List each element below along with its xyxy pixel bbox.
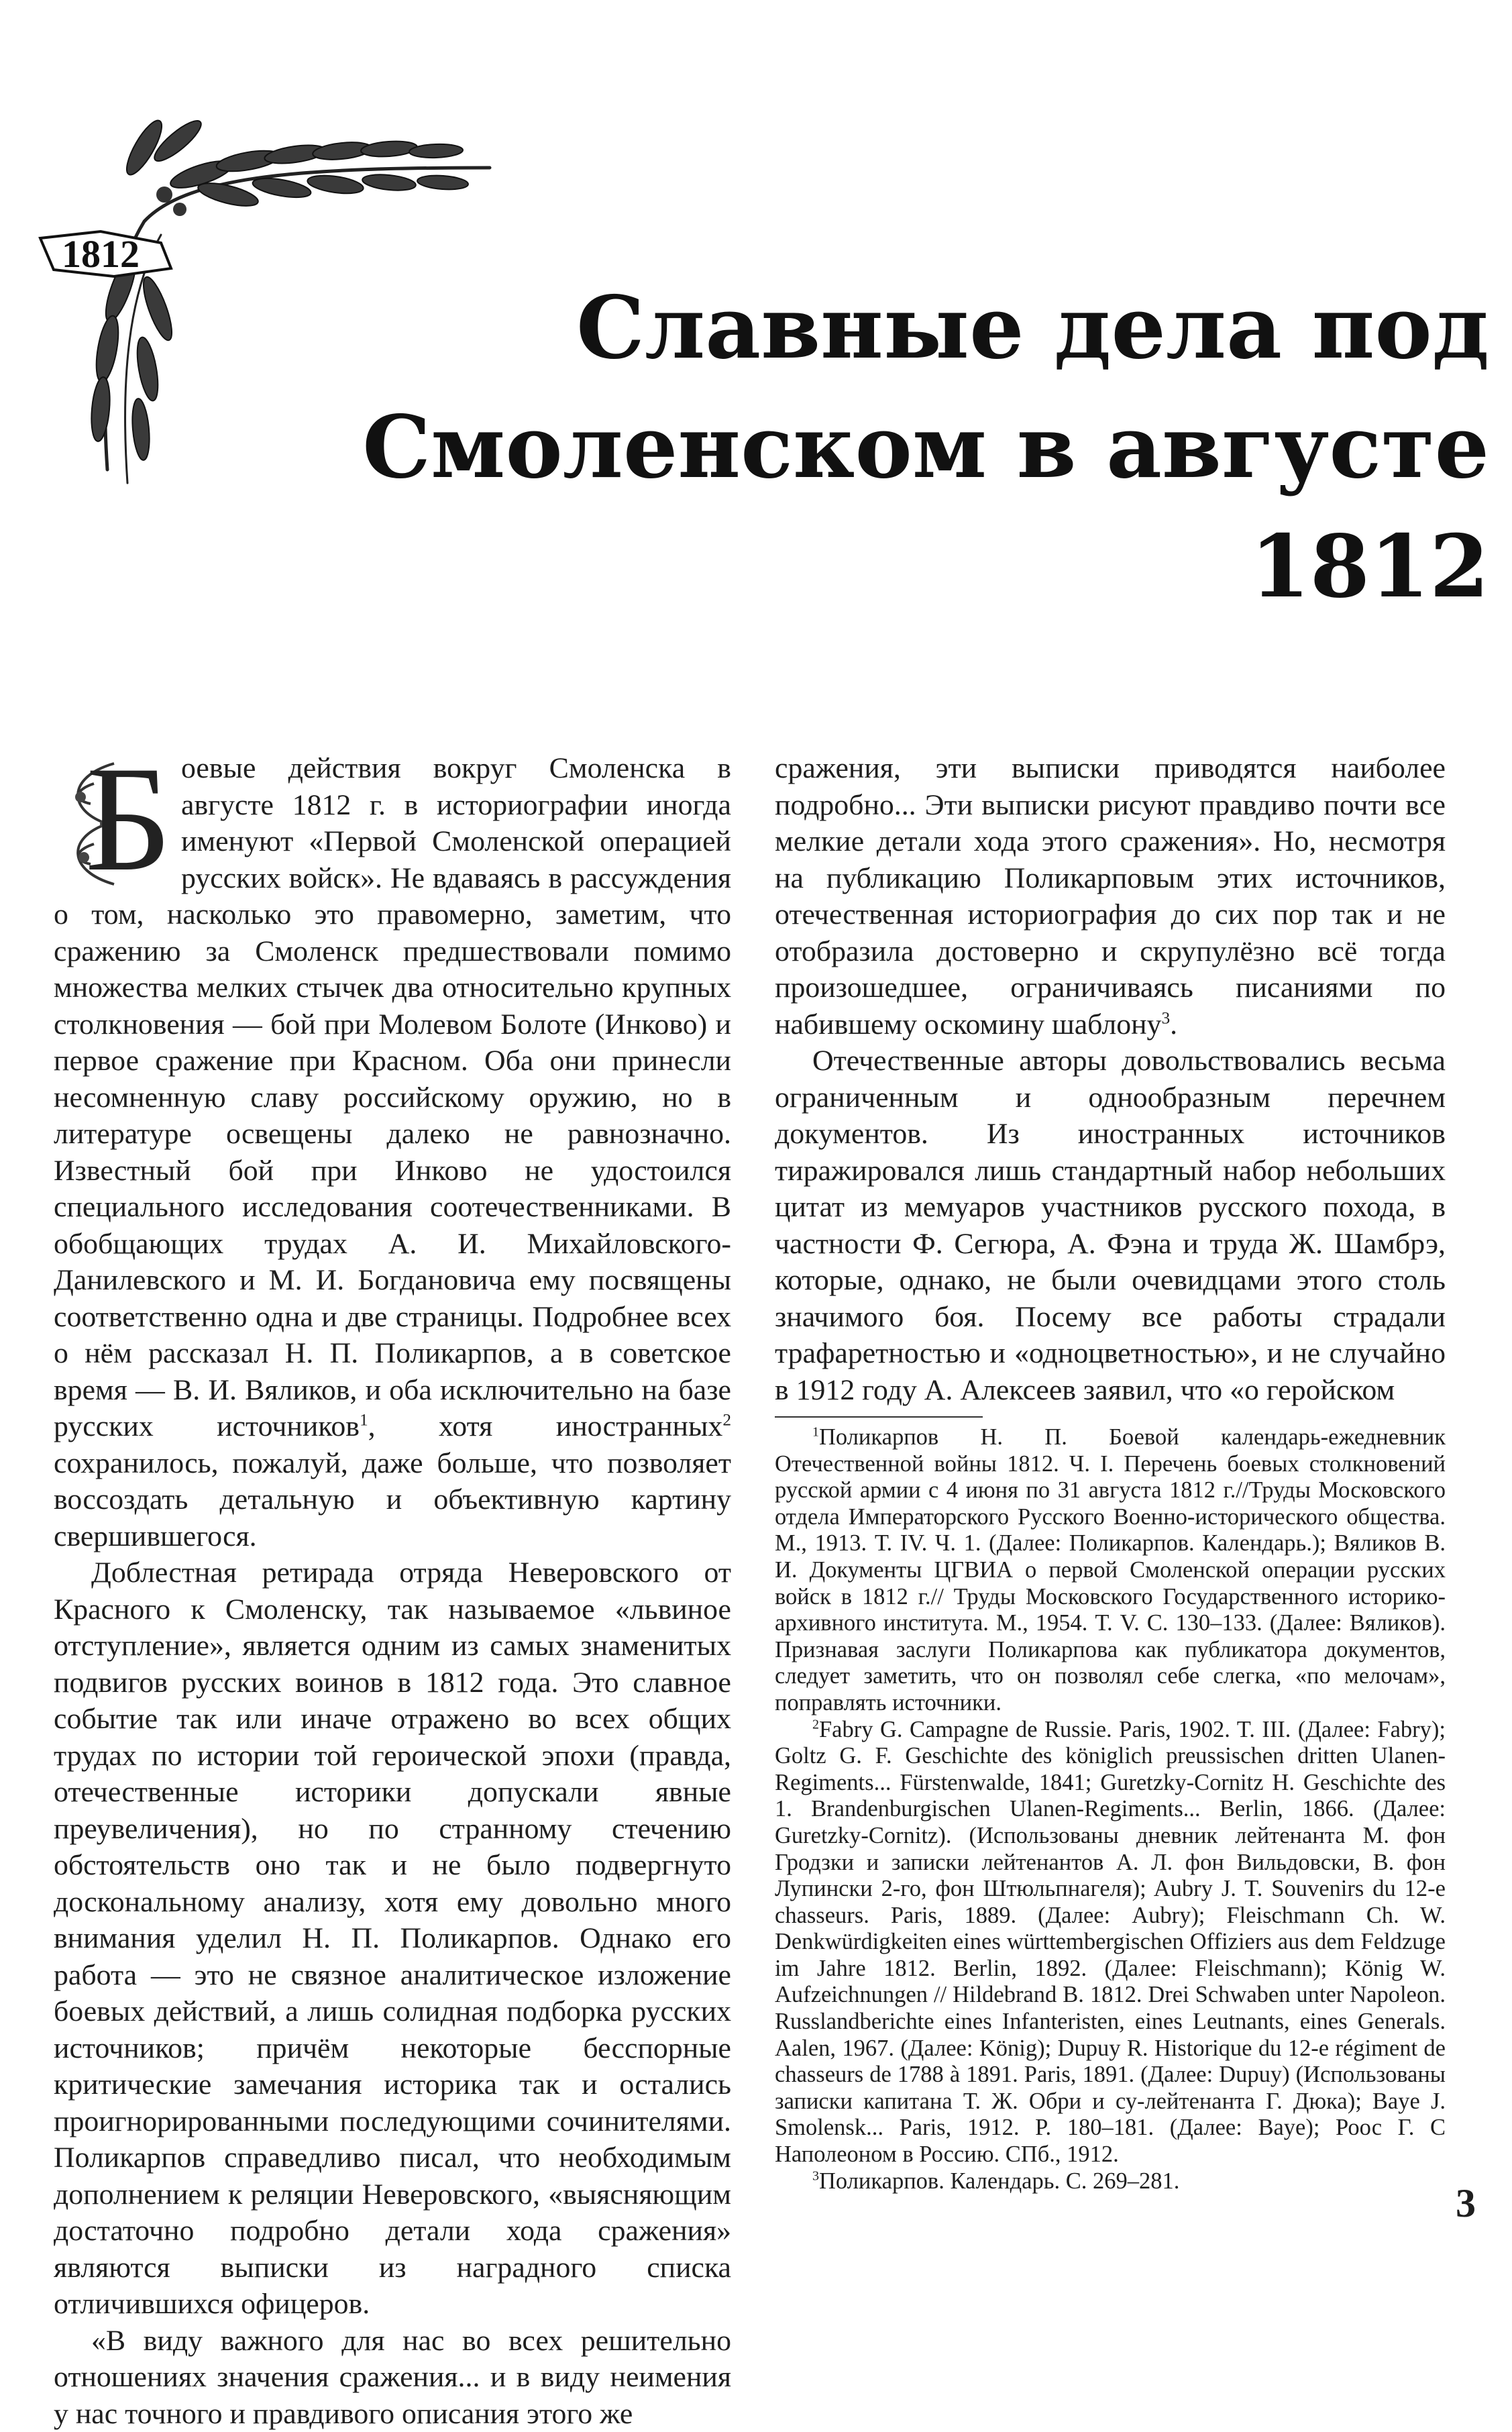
left-column bbox=[54, 750, 731, 2432]
footnote-3: $^3$Поликарпов. Календарь. С. 269–281. bbox=[775, 2168, 1446, 2195]
page-title bbox=[288, 268, 1489, 627]
title-line-2: Смоленском в августе 1812 bbox=[362, 397, 1489, 617]
footnote-divider bbox=[775, 1416, 983, 1418]
paragraph-4: сражения, эти выписки приводятся наиболее подробно... Эти выписки рисуют правдиво почти все мелкие детали хода этого сражения». Но, несмотря на публикацию Поликарповым этих источников, отечественная историография до сих пор так и не отобразила достоверно и скрупулёзно всё тогда произошедшее, ограничиваясь писаниями по набившему оскомину шаблону$^3$. bbox=[775, 750, 1446, 1043]
paragraph-1: оевые действия вокруг Смоленска в августе 1812 г. в историографии иногда именуют «Первой Смоленской операцией русских войск». Не вдаваясь в рассуждения о том, насколько это правомерно, заметим, что сражению за Смоленск предшествовали помимо множества мелких стычек два относительно крупных столкновения — бой при Молевом Болоте (Инково) и первое сражение при Красном. Оба они принесли несомненную славу российскому оружию, но в литературе освещены далеко не равнозначно. Известный бой при Инково не удостоился специального исследования соотечественниками. В обобщающих трудах А. И. Михайловского-Данилевского и М. И. Богдановича ему посвящены соответственно одна и две страницы. Подробнее всех о нём рассказал Н. П. Поликарпов, а в советское время — В. И. Вяликов, и оба исключительно на базе русских источников$^1$, хотя иностранных$^2$ сохранилось, пожалуй, даже больше, что позволяет воссоздать детальную и объективную картину свершившегося. bbox=[54, 750, 731, 1554]
page-number: 3 bbox=[1456, 2180, 1476, 2227]
drop-cap-letter: Б bbox=[85, 743, 172, 894]
paragraph-2: Доблестная ретирада отряда Неверовского от Красного к Смоленску, так называемое «львиное отступление», является одним из самых знаменитых подвигов русских воинов в 1812 года. Это славное событие так или иначе отражено во всех общих трудах по истории той героической эпохи (правда, отечественные историки допускали явные преувеличения), но по странному стечению обстоятельств оно так и не было подвергнуто доскональному анализу, хотя ему довольно много внимания уделил Н. П. Поликарпов. Однако его работа — это не связное аналитическое изложение боевых действий, а лишь солидная подборка русских источников; причём некоторые бесспорные критические замечания историка так и остались проигнорированными последующими сочинителями. Поликарпов справедливо писал, что необходимым дополнением к реляции Неверовского, «выясняющим достаточно подробно детали хода сражения» являются выписки из наградного списка отличившихся офицеров. bbox=[54, 1554, 731, 2323]
footnote-1: $^1$Поликарпов Н. П. Боевой календарь-ежедневник Отечественной войны 1812. Ч. I. Перечень боевых столкновений русской армии с 4 июня по 31 августа 1812 г.//Труды Московского отдела Императорского Русского Военно-исторического общества. М., 1913. Т. IV. Ч. 1. (Далее: Поликарпов. Календарь.); Вяликов В. И. Документы ЦГВИА о первой Смоленской операции русских войск в 1812 г.// Труды Московского Государственного историко-архивного института. М., 1954. Т. V. С. 130–133. (Далее: Вяликов). Признавая заслуги Поликарпова как публикатора документов, следует заметить, что он позволял себе слегка, «по мелочам», поправлять источники. bbox=[775, 1424, 1446, 1717]
right-column bbox=[775, 750, 1446, 2195]
paragraph-3: «В виду важного для нас во всех решительно отношениях значения сражения... и в виду неимения у нас точного и правдивого описания этого же bbox=[54, 2323, 731, 2432]
drop-cap bbox=[54, 757, 173, 891]
ornament-year: 1812 bbox=[62, 232, 140, 276]
title-line-1: Славные дела под bbox=[576, 278, 1489, 378]
paragraph-5: Отечественные авторы довольствовались весьма ограниченным и однообразным перечнем документов. Из иностранных источников тиражировался лишь стандартный набор небольших цитат из мемуаров участников русского похода, в частности Ф. Сегюра, А. Фэна и труда Ж. Шамбрэ, которые, однако, не были очевидцами этого столь значимого боя. Посему все работы страдали трафаретностью и «одноцветностью», и не случайно в 1912 году А. Алексеев заявил, что «о геройском bbox=[775, 1043, 1446, 1408]
footnote-2: $^2$Fabry G. Campagne de Russie. Paris, 1902. T. III. (Далее: Fabry); Goltz G. F. Geschichte des königlich preussischen dritten Ulanen-Regiments... Fürstenwalde, 1841; Guretzky-Cornitz H. Geschichte des 1. Brandenburgischen Ulanen-Regiments... Berlin, 1866. (Далее: Guretzky-Cornitz). (Использованы дневник лейтенанта М. фон Гродзки и записки лейтенантов А. Л. фон Вильдовски, В. фон Лупински 2-го, фон Штюльпнагеля); Aubry J. T. Souvenirs du 12-e chasseurs. Paris, 1889. (Далее: Aubry); Fleischmann Ch. W. Denkwürdigkeiten eines württembergischen Offiziers aus dem Feldzuge im Jahre 1812. Berlin, 1892. (Далее: Fleischmann); König W. Aufzeichnungen // Hildebrand B. 1812. Drei Schwaben unter Napoleon. Russlandberichte eines Infanteristen, eines Leutnants, eines Generals. Aalen, 1967. (Далее: König); Dupuy R. Historique du 12-e régiment de chasseurs de 1788 à 1891. Paris, 1891. (Далее: Dupuy) (Использованы записки капитана Т. Ж. Обри и су-лейтенанта Г. Дюка); Baye J. Smolensk... Paris, 1912. P. 180–181. (Далее: Baye); Роос Г. С Наполеоном в Россию. СПб., 1912. bbox=[775, 1717, 1446, 2168]
